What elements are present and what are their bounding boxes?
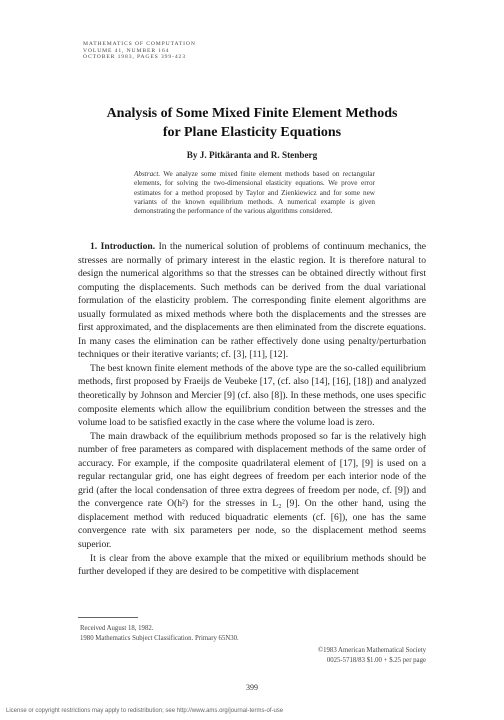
page-number: 399 xyxy=(246,683,258,692)
journal-date-pages: OCTOBER 1983, PAGES 399-423 xyxy=(83,54,186,61)
abstract xyxy=(134,170,375,216)
abstract-text: We analyze some mixed finite element methods based on rectangular elements, for solving the two-dimensional elasticity equations. We prove error estimates for a method proposed by Taylor and Zienkiewicz and for some new variants of the known equilibrium methods. A numerical example is given demonstrating the performance of the various algorithms considered. xyxy=(134,170,375,216)
journal-volume: VOLUME 41, NUMBER 164 xyxy=(83,47,170,54)
paragraph-4: It is clear from the above example that the mixed or equilibrium methods should be further developed if they are desired to be competitive with displacement xyxy=(78,552,426,578)
journal-header xyxy=(83,41,196,61)
abstract-label: Abstract. xyxy=(134,170,161,178)
subject-classification: 1980 Mathematics Subject Classification. Primary 65N30. xyxy=(80,635,239,642)
paper-title-line2: for Plane Elasticity Equations xyxy=(162,125,342,140)
copyright-notice: ©1983 American Mathematical Society xyxy=(317,647,426,654)
paper-title-line1: Analysis of Some Mixed Finite Element Methods xyxy=(106,106,398,121)
license-notice: License or copyright restrictions may apply to redistribution; see http://www.ams.org/journal-terms-of-use xyxy=(6,708,284,714)
paper-authors: By J. Pitkäranta and R. Stenberg xyxy=(186,150,318,160)
received-date: Received August 18, 1982. xyxy=(80,625,154,632)
section-heading: 1. Introduction. xyxy=(90,241,156,252)
paragraph-3: The main drawback of the equilibrium methods proposed so far is the relatively high number of free parameters as compared with displacement methods of the same order of accuracy. For example, if the composite quadrilateral element of [17], [9] is used on a regular rectangular grid, one has eight degrees of freedom per each interior node of the grid (after the local condensation of three extra degrees of freedom per node, cf. [9]) and the convergence rate O(h²) for the stresses in L₂ [9]. On the other hand, using the displacement method with reduced biquadratic elements (cf. [6]), one has the same convergence rate with six parameters per node, so the displacement method seems superior. xyxy=(78,430,426,551)
journal-name: MATHEMATICS OF COMPUTATION xyxy=(83,41,196,47)
paper-title xyxy=(0,104,504,142)
footnote xyxy=(80,624,239,644)
price-notice: 0025-5718/83 $1.00 + $.25 per page xyxy=(326,657,426,664)
paragraph-1-text: In the numerical solution of problems of continuum mechanics, the stresses are normally of primary interest in the elastic region. It is therefore natural to design the numerical algorithms so that the stresses can be obtained directly without first computing the displacements. Such methods can be derived from the dual variational formulation of the elasticity problem. The corresponding finite element algorithms are usually formulated as mixed methods where both the displacements and the stresses are first approximated, and the displacements are then eliminated from the discrete equations. In many cases the elimination can be rather effectively done using penalty/perturbation techniques or their iterative variants; cf. [3], [11], [12]. xyxy=(78,241,427,361)
copyright-block xyxy=(318,646,426,666)
body-text xyxy=(78,240,426,579)
paragraph-1 xyxy=(78,240,426,362)
footnote-divider xyxy=(78,617,138,618)
paragraph-2: The best known finite element methods of the above type are the so-called equilibrium methods, first proposed by Fraeijs de Veubeke [17, (cf. also [14], [16], [18]) and analyzed theoretically by Johnson and Mercier [9] (cf. also [8]). In these methods, one uses specific composite elements which allow the equilibrium condition between the stresses and the volume load to be satisfied exactly in the case where the volume load is zero. xyxy=(78,362,426,429)
